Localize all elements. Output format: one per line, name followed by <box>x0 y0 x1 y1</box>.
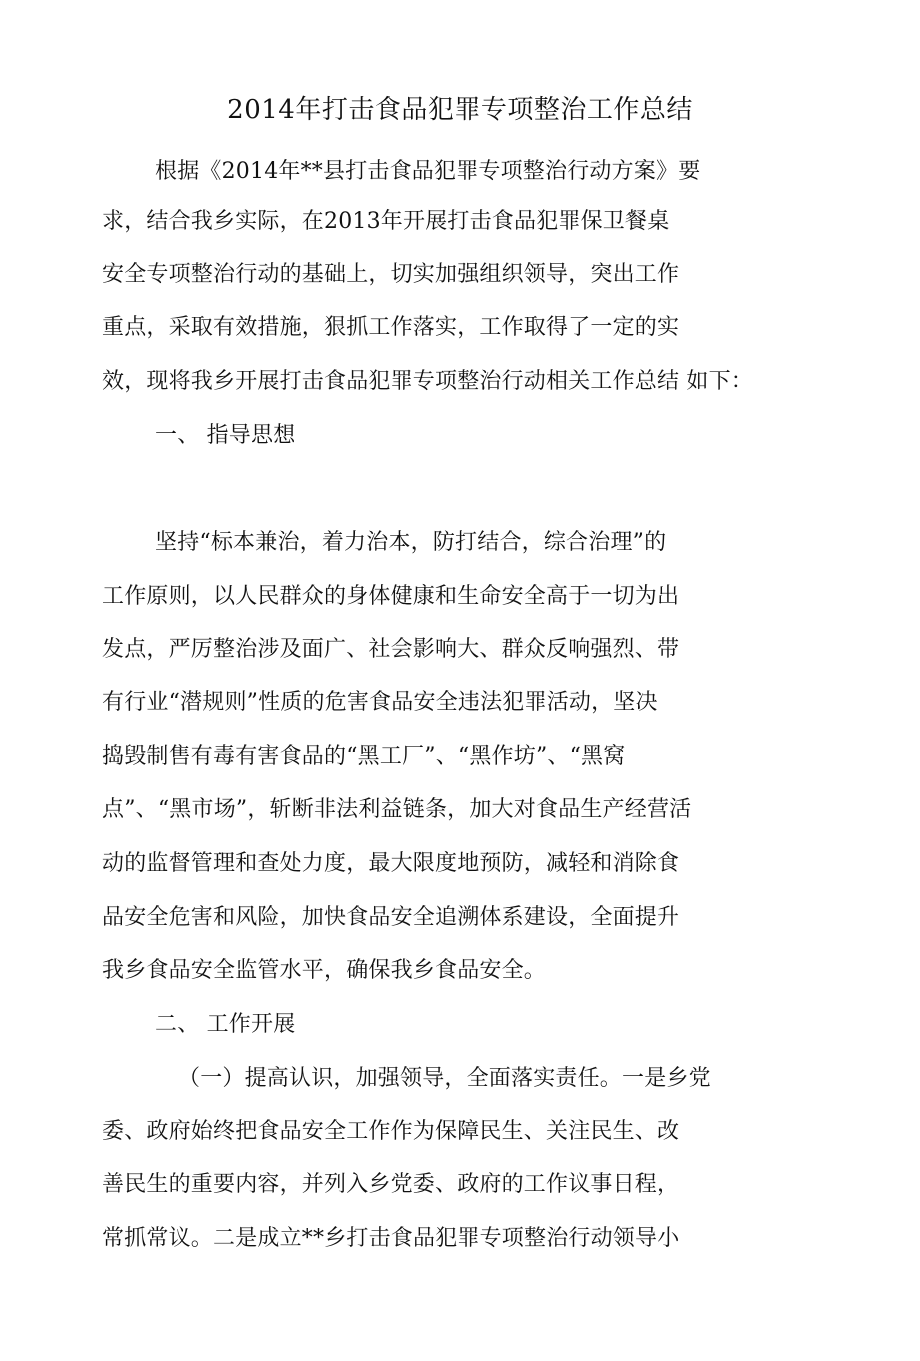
section-2-line-2: 委、政府始终把食品安全工作作为保障民生、关注民生、改 <box>102 1119 680 1144</box>
section-1-heading: 一、 指导思想 <box>155 423 296 448</box>
section-2-line-3: 善民生的重要内容，并列入乡党委、政府的工作议事日程， <box>102 1172 680 1197</box>
intro-line-5: 效，现将我乡开展打击食品犯罪专项整治行动相关工作总结 如下： <box>102 369 753 394</box>
section-1-line-2: 工作原则，以人民群众的身体健康和生命安全高于一切为出 <box>102 584 680 609</box>
section-1-line-9: 我乡食品安全监管水平，确保我乡食品安全。 <box>102 958 547 983</box>
intro-line-4: 重点，采取有效措施，狠抓工作落实，工作取得了一定的实 <box>102 315 680 340</box>
intro-line-1: 根据《2014年**县打击食品犯罪专项整治行动方案》要 <box>155 159 701 184</box>
section-2-line-4: 常抓常议。二是成立**乡打击食品犯罪专项整治行动领导小 <box>102 1226 680 1251</box>
section-1-line-7: 动的监督管理和查处力度，最大限度地预防，减轻和消除食 <box>102 851 680 876</box>
section-2-line-1: （一）提高认识，加强领导，全面落实责任。一是乡党 <box>178 1066 711 1091</box>
document-title: 2014年打击食品犯罪专项整治工作总结 <box>227 95 693 125</box>
intro-line-2: 求，结合我乡实际，在2013年开展打击食品犯罪保卫餐桌 <box>102 209 670 234</box>
section-1-line-6: 点”、“黑市场”，斩断非法利益链条，加大对食品生产经营活 <box>102 797 692 822</box>
section-1-line-8: 品安全危害和风险，加快食品安全追溯体系建设，全面提升 <box>102 905 680 930</box>
intro-line-3: 安全专项整治行动的基础上，切实加强组织领导，突出工作 <box>102 262 680 287</box>
section-1-line-3: 发点，严厉整治涉及面广、社会影响大、群众反响强烈、带 <box>102 637 680 662</box>
section-1-line-4: 有行业“潜规则”性质的危害食品安全违法犯罪活动，坚决 <box>102 690 658 715</box>
section-1-line-5: 捣毁制售有毒有害食品的“黑工厂”、“黑作坊”、“黑窝 <box>102 744 626 769</box>
section-1-line-1: 坚持“标本兼治，着力治本，防打结合，综合治理”的 <box>155 530 667 555</box>
section-2-heading: 二、 工作开展 <box>155 1012 296 1037</box>
